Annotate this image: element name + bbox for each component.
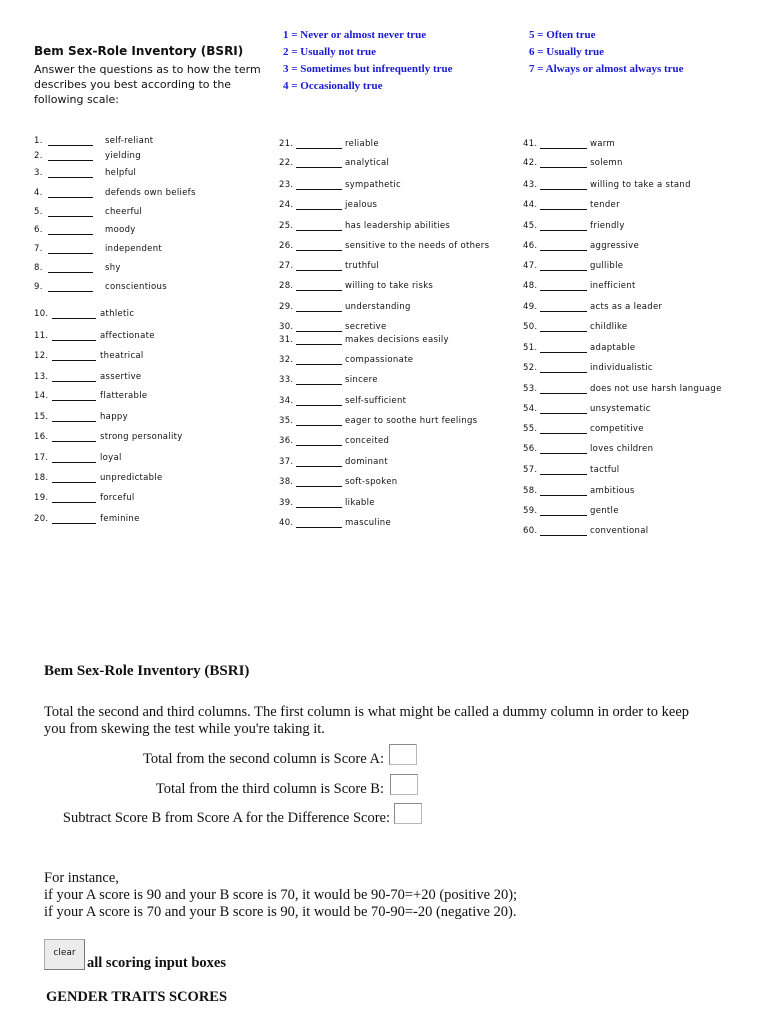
- answer-blank[interactable]: [52, 441, 96, 442]
- item-trait: childlike: [590, 322, 628, 332]
- scale-entry: 4 = Occasionally true: [283, 80, 383, 92]
- inventory-item: [34, 207, 274, 221]
- item-number: 50.: [523, 322, 538, 332]
- item-number: 20.: [34, 514, 49, 524]
- answer-blank[interactable]: [52, 421, 96, 422]
- item-number: 40.: [279, 518, 294, 528]
- item-number: 4.: [34, 188, 43, 198]
- item-trait: conceited: [345, 436, 390, 446]
- answer-blank[interactable]: [52, 340, 96, 341]
- answer-blank[interactable]: [296, 344, 342, 345]
- answer-blank[interactable]: [296, 364, 342, 365]
- inventory-item: [34, 309, 274, 323]
- inventory-item: [279, 180, 519, 194]
- item-number: 41.: [523, 139, 538, 149]
- item-trait: helpful: [105, 168, 137, 178]
- score-a-label: Total from the second column is Score A:: [142, 751, 384, 767]
- item-trait: individualistic: [590, 363, 653, 373]
- inventory-item: [523, 343, 763, 357]
- answer-blank[interactable]: [52, 482, 96, 483]
- item-number: 44.: [523, 200, 538, 210]
- page-title: Bem Sex-Role Inventory (BSRI): [34, 44, 244, 58]
- inventory-item: [523, 200, 763, 214]
- item-number: 21.: [279, 139, 294, 149]
- item-trait: strong personality: [100, 432, 183, 442]
- item-trait: unsystematic: [590, 404, 651, 414]
- item-trait: sincere: [345, 375, 378, 385]
- scoring-title: Bem Sex-Role Inventory (BSRI): [44, 663, 250, 679]
- item-number: 33.: [279, 375, 294, 385]
- item-trait: likable: [345, 498, 375, 508]
- answer-blank[interactable]: [540, 453, 587, 454]
- answer-blank[interactable]: [52, 502, 96, 503]
- inventory-item: [279, 375, 519, 389]
- answer-blank[interactable]: [540, 474, 587, 475]
- inventory-item: [523, 444, 763, 458]
- inventory-item: [279, 396, 519, 410]
- scale-entry: 6 = Usually true: [529, 46, 605, 58]
- item-trait: self-sufficient: [345, 396, 407, 406]
- inventory-item: [34, 432, 274, 446]
- item-number: 22.: [279, 158, 294, 168]
- answer-blank[interactable]: [540, 311, 587, 312]
- item-number: 7.: [34, 244, 43, 254]
- answer-blank[interactable]: [296, 311, 342, 312]
- inventory-item: [279, 158, 519, 172]
- item-trait: defends own beliefs: [105, 188, 196, 198]
- inventory-item: [279, 416, 519, 430]
- gender-traits-heading: GENDER TRAITS SCORES: [46, 989, 228, 1005]
- inventory-item: [523, 384, 763, 398]
- item-number: 16.: [34, 432, 49, 442]
- answer-blank[interactable]: [296, 270, 342, 271]
- inventory-item: [34, 136, 274, 150]
- item-trait: analytical: [345, 158, 390, 168]
- item-number: 19.: [34, 493, 49, 503]
- inventory-item: [34, 225, 274, 239]
- inventory-item: [523, 486, 763, 500]
- item-number: 35.: [279, 416, 294, 426]
- answer-blank[interactable]: [540, 413, 587, 414]
- inventory-item: [34, 412, 274, 426]
- inventory-item: [523, 465, 763, 479]
- answer-blank[interactable]: [296, 331, 342, 332]
- inventory-item: [279, 457, 519, 471]
- item-number: 37.: [279, 457, 294, 467]
- item-number: 59.: [523, 506, 538, 516]
- item-trait: understanding: [345, 302, 411, 312]
- scale-legend-left: [283, 27, 453, 95]
- item-trait: gentle: [590, 506, 619, 516]
- item-number: 12.: [34, 351, 49, 361]
- item-trait: makes decisions easily: [345, 335, 449, 345]
- item-trait: independent: [105, 244, 163, 254]
- inventory-item: [279, 498, 519, 512]
- item-trait: sensitive to the needs of others: [345, 241, 490, 251]
- item-trait: conscientious: [105, 282, 167, 292]
- example-line-2: if your A score is 70 and your B score is 90, it would be 70-90=-20 (negative 20).: [44, 904, 517, 920]
- item-number: 55.: [523, 424, 538, 434]
- answer-blank[interactable]: [48, 272, 93, 273]
- item-trait: acts as a leader: [590, 302, 663, 312]
- item-number: 36.: [279, 436, 294, 446]
- answer-blank[interactable]: [296, 486, 342, 487]
- item-trait: soft-spoken: [345, 477, 398, 487]
- inventory-item: [34, 391, 274, 405]
- answer-blank[interactable]: [48, 291, 93, 292]
- item-number: 52.: [523, 363, 538, 373]
- item-number: 46.: [523, 241, 538, 251]
- item-trait: friendly: [590, 221, 625, 231]
- instructions-text: Answer the questions as to how the term describes you best according to the following scale:: [34, 63, 261, 106]
- inventory-item: [279, 335, 519, 349]
- item-number: 54.: [523, 404, 538, 414]
- clear-button[interactable]: clear: [44, 939, 85, 970]
- item-trait: competitive: [590, 424, 644, 434]
- item-number: 60.: [523, 526, 538, 536]
- item-number: 28.: [279, 281, 294, 291]
- answer-blank[interactable]: [540, 209, 587, 210]
- item-number: 30.: [279, 322, 294, 332]
- item-number: 43.: [523, 180, 538, 190]
- item-trait: gullible: [590, 261, 624, 271]
- item-number: 13.: [34, 372, 49, 382]
- item-number: 15.: [34, 412, 49, 422]
- answer-blank[interactable]: [540, 352, 587, 353]
- answer-blank[interactable]: [296, 527, 342, 528]
- inventory-item: [34, 244, 274, 258]
- inventory-item: [279, 322, 519, 336]
- score-a-input[interactable]: [389, 744, 417, 765]
- item-number: 31.: [279, 335, 294, 345]
- item-trait: theatrical: [100, 351, 144, 361]
- inventory-item: [523, 506, 763, 520]
- item-trait: masculine: [345, 518, 392, 528]
- item-trait: sympathetic: [345, 180, 401, 190]
- difference-score-label: Subtract Score B from Score A for the Difference Score:: [62, 810, 390, 826]
- item-number: 25.: [279, 221, 294, 231]
- item-number: 42.: [523, 158, 538, 168]
- item-trait: adaptable: [590, 343, 636, 353]
- item-trait: forceful: [100, 493, 135, 503]
- inventory-item: [523, 180, 763, 194]
- item-number: 29.: [279, 302, 294, 312]
- inventory-item: [523, 281, 763, 295]
- item-number: 17.: [34, 453, 49, 463]
- answer-blank[interactable]: [296, 445, 342, 446]
- item-trait: willing to take risks: [345, 281, 434, 291]
- answer-blank[interactable]: [540, 495, 587, 496]
- item-trait: happy: [100, 412, 128, 422]
- answer-blank[interactable]: [540, 515, 587, 516]
- answer-blank[interactable]: [540, 372, 587, 373]
- answer-blank[interactable]: [540, 270, 587, 271]
- item-trait: affectionate: [100, 331, 155, 341]
- item-number: 10.: [34, 309, 49, 319]
- item-number: 11.: [34, 331, 49, 341]
- item-number: 56.: [523, 444, 538, 454]
- item-trait: feminine: [100, 514, 140, 524]
- answer-blank[interactable]: [52, 381, 96, 382]
- item-number: 1.: [34, 136, 43, 146]
- item-trait: eager to soothe hurt feelings: [345, 416, 478, 426]
- item-trait: willing to take a stand: [590, 180, 691, 190]
- answer-blank[interactable]: [52, 462, 96, 463]
- item-trait: truthful: [345, 261, 380, 271]
- answer-blank[interactable]: [296, 425, 342, 426]
- item-trait: moody: [105, 225, 136, 235]
- scale-entry: 2 = Usually not true: [283, 46, 377, 58]
- inventory-item: [523, 261, 763, 275]
- item-number: 6.: [34, 225, 43, 235]
- item-trait: aggressive: [590, 241, 640, 251]
- inventory-item: [279, 477, 519, 491]
- scale-legend-right: [529, 27, 684, 78]
- item-trait: assertive: [100, 372, 142, 382]
- answer-blank[interactable]: [296, 209, 342, 210]
- inventory-item: [34, 493, 274, 507]
- inventory-item: [279, 355, 519, 369]
- scale-entry: 1 = Never or almost never true: [283, 29, 427, 41]
- item-trait: unpredictable: [100, 473, 163, 483]
- inventory-item: [523, 404, 763, 418]
- item-number: 34.: [279, 396, 294, 406]
- answer-blank[interactable]: [540, 189, 587, 190]
- example-intro: For instance,: [44, 870, 119, 886]
- answer-blank[interactable]: [540, 230, 587, 231]
- inventory-item: [34, 168, 274, 182]
- item-trait: conventional: [590, 526, 649, 536]
- item-number: 5.: [34, 207, 43, 217]
- item-trait: loyal: [100, 453, 122, 463]
- item-number: 38.: [279, 477, 294, 487]
- item-trait: tactful: [590, 465, 620, 475]
- answer-blank[interactable]: [296, 189, 342, 190]
- answer-blank[interactable]: [540, 433, 587, 434]
- answer-blank[interactable]: [540, 290, 587, 291]
- item-number: 32.: [279, 355, 294, 365]
- inventory-item: [34, 351, 274, 365]
- scale-entry: 5 = Often true: [529, 29, 596, 41]
- answer-blank[interactable]: [296, 230, 342, 231]
- item-number: 57.: [523, 465, 538, 475]
- answer-blank[interactable]: [296, 384, 342, 385]
- item-trait: inefficient: [590, 281, 636, 291]
- answer-blank[interactable]: [48, 216, 93, 217]
- inventory-item: [34, 514, 274, 528]
- inventory-item: [279, 436, 519, 450]
- inventory-item: [34, 188, 274, 202]
- inventory-item: [523, 139, 763, 153]
- answer-blank[interactable]: [52, 360, 96, 361]
- item-number: 48.: [523, 281, 538, 291]
- inventory-item: [34, 151, 274, 165]
- answer-blank[interactable]: [48, 253, 93, 254]
- answer-blank[interactable]: [296, 290, 342, 291]
- inventory-item: [34, 372, 274, 386]
- inventory-item: [279, 200, 519, 214]
- item-trait: loves children: [590, 444, 654, 454]
- answer-blank[interactable]: [540, 393, 587, 394]
- item-trait: yielding: [105, 151, 141, 161]
- answer-blank[interactable]: [52, 400, 96, 401]
- item-number: 39.: [279, 498, 294, 508]
- item-trait: has leadership abilities: [345, 221, 451, 231]
- item-number: 47.: [523, 261, 538, 271]
- item-number: 14.: [34, 391, 49, 401]
- answer-blank[interactable]: [48, 177, 93, 178]
- inventory-item: [34, 263, 274, 277]
- inventory-item: [279, 302, 519, 316]
- inventory-item: [279, 281, 519, 295]
- difference-score-input[interactable]: [394, 803, 422, 824]
- item-trait: does not use harsh language: [590, 384, 722, 394]
- item-number: 9.: [34, 282, 43, 292]
- inventory-item: [523, 526, 763, 540]
- inventory-item: [523, 322, 763, 336]
- answer-blank[interactable]: [540, 148, 587, 149]
- item-trait: self-reliant: [105, 136, 154, 146]
- item-number: 45.: [523, 221, 538, 231]
- item-trait: warm: [590, 139, 615, 149]
- answer-blank[interactable]: [48, 160, 93, 161]
- answer-blank[interactable]: [52, 318, 96, 319]
- inventory-item: [279, 261, 519, 275]
- inventory-item: [523, 363, 763, 377]
- item-trait: tender: [590, 200, 620, 210]
- answer-blank[interactable]: [48, 234, 93, 235]
- inventory-item: [279, 139, 519, 153]
- item-number: 18.: [34, 473, 49, 483]
- inventory-item: [34, 473, 274, 487]
- answer-blank[interactable]: [296, 466, 342, 467]
- answer-blank[interactable]: [296, 405, 342, 406]
- answer-blank[interactable]: [540, 331, 587, 332]
- item-number: 53.: [523, 384, 538, 394]
- item-trait: solemn: [590, 158, 623, 168]
- answer-blank[interactable]: [540, 167, 587, 168]
- item-trait: cheerful: [105, 207, 143, 217]
- item-number: 8.: [34, 263, 43, 273]
- item-trait: secretive: [345, 322, 387, 332]
- item-trait: shy: [105, 263, 121, 273]
- item-trait: dominant: [345, 457, 388, 467]
- inventory-item: [523, 302, 763, 316]
- scoring-instructions: Total the second and third columns. The first column is what might be called a dummy column in order to keep you from skewing the test while you're taking it.: [44, 704, 690, 737]
- answer-blank[interactable]: [540, 535, 587, 536]
- answer-blank[interactable]: [296, 167, 342, 168]
- inventory-item: [34, 331, 274, 345]
- item-number: 58.: [523, 486, 538, 496]
- inventory-item: [279, 241, 519, 255]
- inventory-item: [523, 241, 763, 255]
- inventory-item: [523, 221, 763, 235]
- answer-blank[interactable]: [48, 197, 93, 198]
- item-number: 49.: [523, 302, 538, 312]
- scale-entry: 3 = Sometimes but infrequently true: [283, 63, 453, 75]
- score-b-label: Total from the third column is Score B:: [155, 781, 384, 797]
- item-number: 3.: [34, 168, 43, 178]
- item-trait: ambitious: [590, 486, 635, 496]
- inventory-item: [279, 518, 519, 532]
- item-trait: compassionate: [345, 355, 414, 365]
- example-line-1: if your A score is 90 and your B score is 70, it would be 90-70=+20 (positive 20);: [44, 887, 518, 903]
- answer-blank[interactable]: [296, 507, 342, 508]
- inventory-item: [523, 158, 763, 172]
- score-b-input[interactable]: [390, 774, 418, 795]
- item-number: 51.: [523, 343, 538, 353]
- item-trait: athletic: [100, 309, 135, 319]
- answer-blank[interactable]: [48, 145, 93, 146]
- item-number: 27.: [279, 261, 294, 271]
- item-number: 2.: [34, 151, 43, 161]
- item-number: 26.: [279, 241, 294, 251]
- answer-blank[interactable]: [540, 250, 587, 251]
- scale-entry: 7 = Always or almost always true: [529, 63, 684, 75]
- clear-button-label: all scoring input boxes: [87, 955, 226, 971]
- answer-blank[interactable]: [52, 523, 96, 524]
- inventory-item: [34, 282, 274, 296]
- item-trait: jealous: [345, 200, 378, 210]
- item-number: 24.: [279, 200, 294, 210]
- item-trait: flatterable: [100, 391, 148, 401]
- item-trait: reliable: [345, 139, 379, 149]
- inventory-item: [279, 221, 519, 235]
- answer-blank[interactable]: [296, 148, 342, 149]
- inventory-item: [34, 453, 274, 467]
- answer-blank[interactable]: [296, 250, 342, 251]
- inventory-item: [523, 424, 763, 438]
- item-number: 23.: [279, 180, 294, 190]
